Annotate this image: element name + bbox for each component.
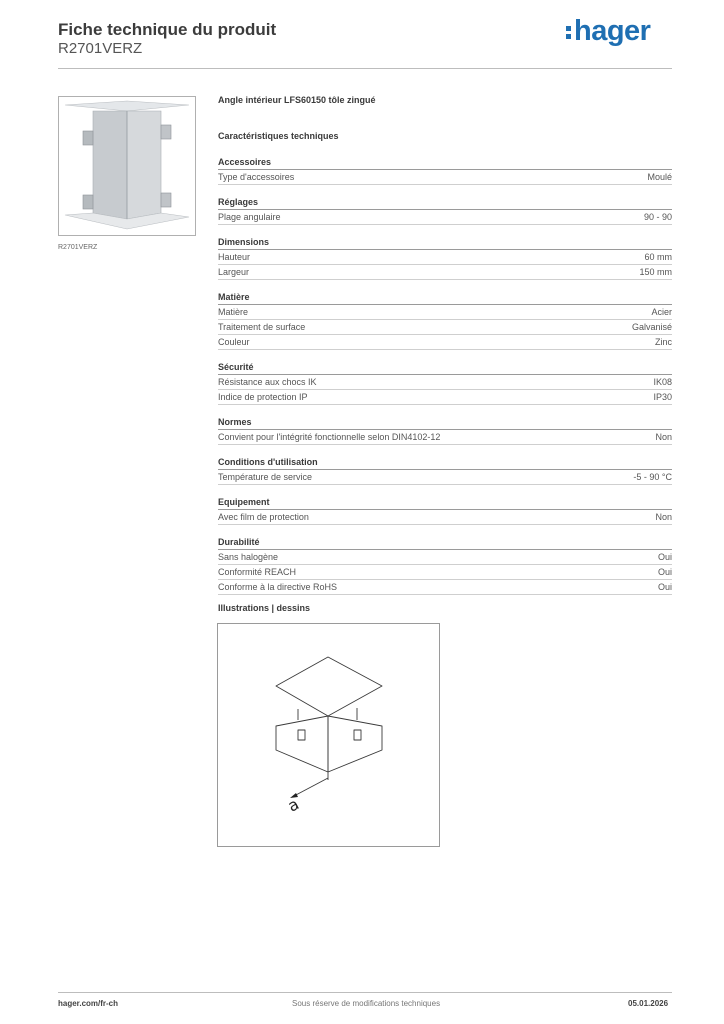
spec-value: Acier (651, 307, 672, 317)
spec-group-accessoires (218, 155, 672, 185)
spec-label: Température de service (218, 472, 313, 482)
spec-group-title: Accessoires (218, 155, 672, 170)
spec-label: Sans halogène (218, 552, 279, 562)
spec-label: Convient pour l'intégrité fonctionnelle selon DIN4102-12 (218, 432, 441, 442)
inner-angle-photo-icon (59, 97, 195, 235)
spec-label: Conforme à la directive RoHS (218, 582, 338, 592)
document-title: Fiche technique du produit (58, 20, 277, 39)
spec-group-title: Conditions d'utilisation (218, 455, 672, 470)
spec-label: Traitement de surface (218, 322, 306, 332)
spec-value: Non (655, 512, 672, 522)
spec-row (218, 305, 672, 320)
spec-row (218, 375, 672, 390)
logo-text: hager (574, 15, 651, 47)
spec-group-durabilite (218, 535, 672, 595)
spec-value: 60 mm (644, 252, 672, 262)
dimension-label: a (284, 794, 303, 816)
spec-row (218, 170, 672, 185)
spec-row (218, 265, 672, 280)
header-divider (58, 68, 672, 69)
spec-label: Plage angulaire (218, 212, 281, 222)
spec-group-title: Durabilité (218, 535, 672, 550)
spec-value: Galvanisé (631, 322, 672, 332)
spec-row (218, 390, 672, 405)
spec-value: Non (655, 432, 672, 442)
footer-divider (58, 992, 672, 993)
footer-date: 05.01.2026 (628, 999, 669, 1008)
spec-value: Oui (657, 567, 672, 577)
spec-row (218, 470, 672, 485)
spec-value: Moulé (647, 172, 672, 182)
footer-website-link[interactable]: hager.com/fr-ch (58, 999, 119, 1008)
spec-group-title: Réglages (218, 195, 672, 210)
spec-row (218, 335, 672, 350)
product-reference: R2701VERZ (58, 40, 143, 57)
spec-group-conditions (218, 455, 672, 485)
spec-group-title: Matière (218, 290, 672, 305)
illustrations-heading: Illustrations | dessins (218, 603, 311, 613)
spec-value: Zinc (654, 337, 672, 347)
spec-group-title: Normes (218, 415, 672, 430)
product-title: Angle intérieur LFS60150 tôle zingué (218, 95, 376, 105)
spec-label: Indice de protection IP (218, 392, 308, 402)
spec-value: 90 - 90 (643, 212, 672, 222)
spec-group-equipement (218, 495, 672, 525)
spec-row (218, 550, 672, 565)
spec-group-securite (218, 360, 672, 405)
spec-label: Type d'accessoires (218, 172, 295, 182)
spec-row (218, 320, 672, 335)
spec-label: Hauteur (218, 252, 251, 262)
spec-value: Oui (657, 582, 672, 592)
spec-label: Largeur (218, 267, 250, 277)
spec-label: Résistance aux chocs IK (218, 377, 317, 387)
spec-value: -5 - 90 °C (633, 472, 672, 482)
spec-label: Matière (218, 307, 249, 317)
product-photo (58, 96, 196, 236)
spec-row (218, 565, 672, 580)
spec-group-title: Sécurité (218, 360, 672, 375)
spec-group-normes (218, 415, 672, 445)
footer-disclaimer: Sous réserve de modifications techniques (292, 999, 441, 1008)
spec-label: Conformité REACH (218, 567, 297, 577)
spec-row (218, 580, 672, 595)
technical-specs (218, 95, 672, 595)
logo-colon-icon (565, 20, 573, 42)
spec-value: IK08 (653, 377, 672, 387)
spec-value: Oui (657, 552, 672, 562)
hager-logo (565, 15, 650, 48)
spec-group-title: Dimensions (218, 235, 672, 250)
spec-row (218, 210, 672, 225)
inner-angle-drawing-icon (218, 624, 439, 846)
photo-caption: R2701VERZ (58, 244, 98, 251)
spec-value: 150 mm (639, 267, 672, 277)
specs-heading: Caractéristiques techniques (218, 131, 339, 141)
spec-row (218, 510, 672, 525)
spec-group-matiere (218, 290, 672, 350)
spec-group-dimensions (218, 235, 672, 280)
spec-label: Couleur (218, 337, 250, 347)
spec-label: Avec film de protection (218, 512, 309, 522)
spec-group-title: Equipement (218, 495, 672, 510)
spec-row (218, 250, 672, 265)
spec-row (218, 430, 672, 445)
spec-group-reglages (218, 195, 672, 225)
technical-drawing (217, 623, 440, 847)
spec-value: IP30 (653, 392, 672, 402)
